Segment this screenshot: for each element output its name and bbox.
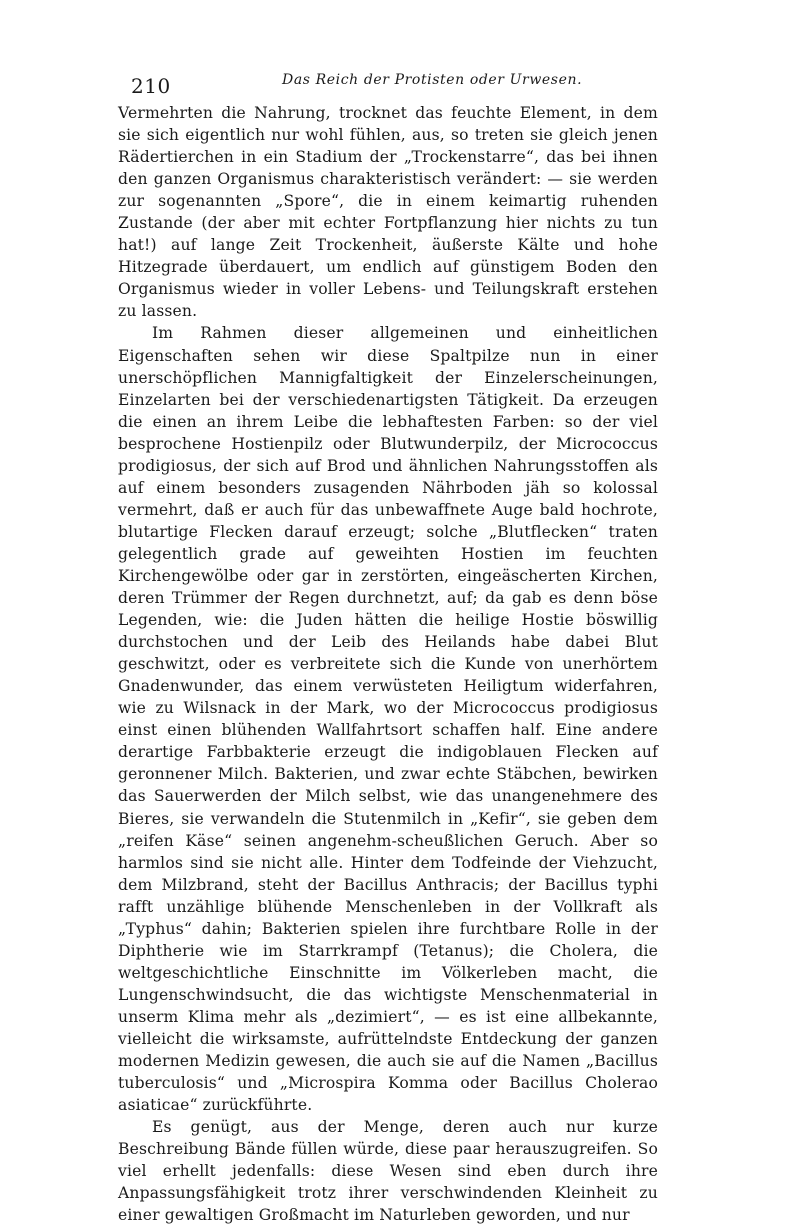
paragraph: Vermehrten die Nahrung, trocknet das feuchte Element, in dem sie sich eigentlich nur wohl fühlen, aus, so treten sie gleich jenen Rädertierchen in ein Stadium der „Trockenstarre“, das bei ihnen den ganzen Organismus charakteristisch verändert: — sie werden zur sogenannten „Spore“, die in einem keimartig ruhenden Zustande (der aber mit echter Fortpflanzung hier nichts zu tun hat!) auf lange Zeit Trockenheit, äußerste Kälte und hohe Hitzegrade überdauert, um endlich auf günstigem Boden den Organismus wieder in voller Lebens- und Teilungskraft erstehen zu lassen.	[118, 104, 658, 321]
page-number: 210	[131, 74, 171, 98]
running-head: Das Reich der Protisten oder Urwesen.	[282, 72, 583, 88]
paragraph: Es genügt, aus der Menge, deren auch nur kurze Beschreibung Bände füllen würde, diese paar herauszugreifen. So viel erhellt jedenfalls: diese Wesen sind eben durch ihre Anpassungsfähigkeit trotz ihrer verschwindenden Kleinheit zu einer gewaltigen Großmacht im Naturleben geworden, und nur	[118, 1118, 658, 1225]
paragraph: Im Rahmen dieser allgemeinen und einheitlichen Eigenschaften sehen wir diese Spaltpilze nun in einer unerschöpflichen Mannigfaltigkeit der Einzelerscheinungen, Einzelarten bei der verschiedenartigsten Tätigkeit. Da erzeugen die einen an ihrem Leibe die lebhaftesten Farben: so der viel besprochene Hostienpilz oder Blutwunderpilz, der Micrococcus prodigiosus, der sich auf Brod und ähnlichen Nahrungsstoffen als auf einem besonders zusagenden Nährboden jäh so kolossal vermehrt, daß er auch für das unbewaffnete Auge bald hochrote, blutartige Flecken darauf erzeugt; solche „Blutflecken“ traten gelegentlich grade auf geweihten Hostien im feuchten Kirchengewölbe oder gar in zerstörten, eingeäscherten Kirchen, deren Trümmer der Regen durchnetzt, auf; da gab es denn böse Legenden, wie: die Juden hätten die heilige Hostie böswillig durchstochen und der Leib des Heilands habe dabei Blut geschwitzt, oder es verbreitete sich die Kunde von unerhörtem Gnadenwunder, das einem verwüsteten Heiligtum widerfahren, wie zu Wilsnack in der Mark, wo der Micrococcus prodigiosus einst einen blühenden Wallfahrtsort schaffen half. Eine andere derartige Farbbakterie erzeugt die indigoblauen Flecken auf geronnener Milch. Bakterien, und zwar echte Stäbchen, bewirken das Sauerwerden der Milch selbst, wie das unangenehmere des Bieres, sie verwandeln die Stutenmilch in „Kefir“, sie geben dem „reifen Käse“ seinen angenehm-scheußlichen Geruch. Aber so harmlos sind sie nicht alle. Hinter dem Todfeinde der Viehzucht, dem Milzbrand, steht der Bacillus Anthracis; der Bacillus typhi rafft unzählige blühende Menschenleben in der Vollkraft als „Typhus“ dahin; Bakterien spielen ihre furchtbare Rolle in der Diphtherie wie im Starrkrampf (Tetanus); die Cholera, die weltgeschichtliche Einschnitte im Völkerleben macht, die Lungenschwindsucht, die das wichtigste Menschenmaterial in unserm Klima mehr als „dezimiert“, — es ist eine allbekannte, vielleicht die wirksamste, aufrüttelndste Entdeckung der ganzen modernen Medizin gewesen, die auch sie auf die Namen „Bacillus tuberculosis“ und „Microspira Komma oder Bacillus Cholerao asiaticae“ zurückführte.	[118, 324, 658, 1115]
page-header	[0, 70, 800, 96]
body-text	[118, 102, 658, 1226]
